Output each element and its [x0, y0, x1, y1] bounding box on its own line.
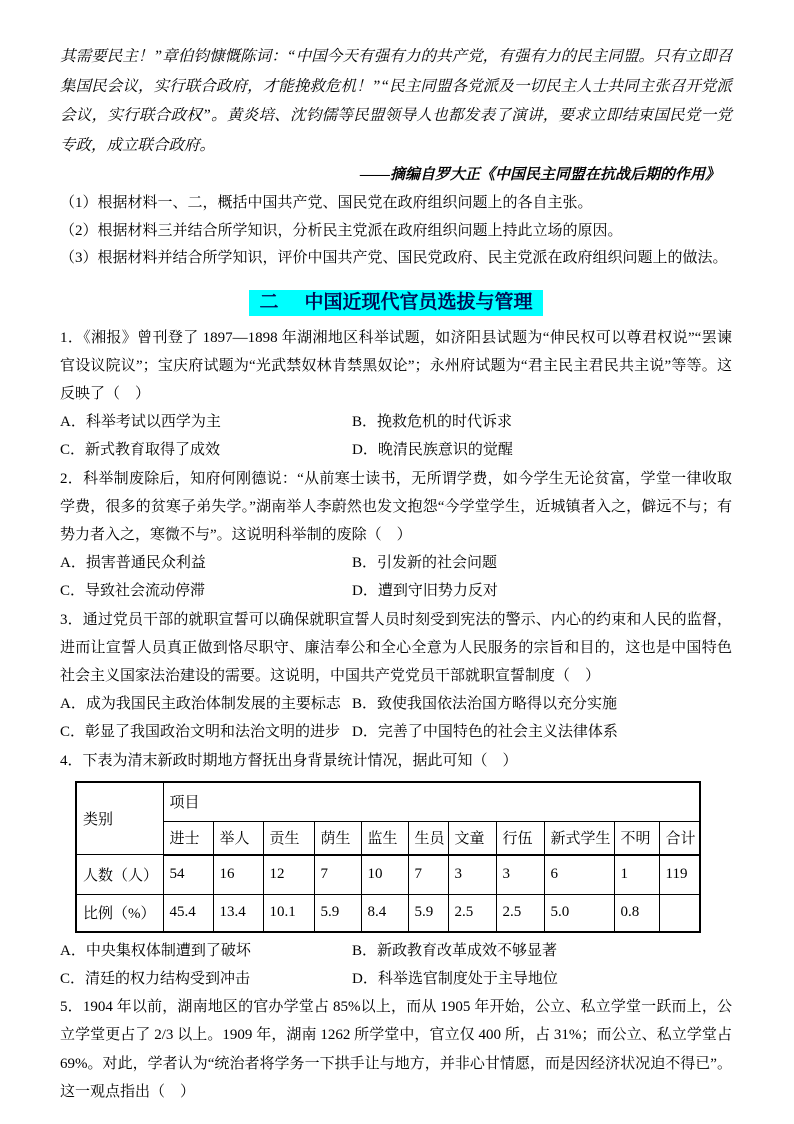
table-col-header: 举人	[213, 821, 263, 855]
table-cell: 2.5	[448, 894, 496, 932]
option-b: B．挽救危机的时代诉求	[352, 414, 513, 431]
table-cell: 54	[163, 855, 213, 895]
question-3-options-row-2	[60, 718, 732, 746]
question-number: 2．	[60, 470, 84, 487]
question-4	[60, 747, 732, 994]
table-cell: 10.1	[263, 894, 314, 932]
option-c: C．彰显了我国政治文明和法治文明的进步	[60, 724, 341, 741]
table-col-header: 生员	[408, 821, 448, 855]
material-section	[60, 42, 732, 190]
table-cell: 5.0	[544, 894, 614, 932]
question-text: 1904 年以前，湖南地区的官办学堂占 85%以上，而从 1905 年开始，公立、私立学堂一跃而上，公立学堂更占了 2/3 以上。1909 年，湖南 1262 所学堂中，官立仅 400 所，占 31%；而公立、私立学堂占 69%。对此，学者认为“统治者将学务一下拱手让与地方，并非心甘情愿，而是因经济状况迫不得已”。这一观点指出（ ）	[60, 999, 732, 1100]
table-cell: 10	[361, 855, 408, 895]
table-cell: 7	[314, 855, 361, 895]
table-col-header: 荫生	[314, 821, 361, 855]
table-cell: 3	[448, 855, 496, 895]
option-d: D．晚清民族意识的觉醒	[352, 442, 513, 459]
option-d: D．完善了中国特色的社会主义法律体系	[352, 724, 618, 741]
table-col-header: 贡生	[263, 821, 314, 855]
option-b: B．引发新的社会问题	[352, 555, 498, 572]
question-2	[60, 465, 732, 606]
table-cell: 5.9	[314, 894, 361, 932]
subquestion-2: （2）根据材料三并结合所学知识，分析民主党派在政府组织问题上持此立场的原因。	[60, 222, 623, 239]
table-col-header: 进士	[163, 821, 213, 855]
question-4-options-row-2	[60, 965, 732, 993]
material-source-citation: ——摘编自罗大正《中国民主同盟在抗战后期的作用》	[359, 167, 720, 183]
question-text: 通过党员干部的就职宣誓可以确保就职宣誓人员时刻受到宪法的警示、内心的约束和人民的监督，进而让宣誓人员真正做到恪尽职守、廉洁奉公和全心全意为人民服务的宗旨和目的，这也是中国特色社会主义国家法治建设的需要。这说明，中国共产党党员干部就职宣誓制度（ ）	[60, 611, 732, 684]
table-row-label: 比例（%）	[76, 894, 163, 932]
table-cell: 2.5	[496, 894, 544, 932]
table-row-label: 人数（人）	[76, 855, 163, 895]
question-number: 4．	[60, 752, 83, 769]
table-cell: 45.4	[163, 894, 213, 932]
question-3-options-row-1	[60, 690, 732, 718]
section-heading	[60, 289, 732, 316]
question-3-stem	[60, 606, 732, 691]
option-b: B．新政教育改革成效不够显著	[352, 942, 558, 959]
question-2-stem	[60, 465, 732, 550]
question-4-options-row-1	[60, 937, 732, 965]
table-col-header: 行伍	[496, 821, 544, 855]
question-1	[60, 324, 732, 465]
table-col-header: 合计	[659, 821, 700, 855]
question-2-options-row-1	[60, 549, 732, 577]
option-d: D．科举选官制度处于主导地位	[352, 970, 558, 987]
subquestions-section	[60, 190, 732, 273]
table-col-header: 不明	[614, 821, 659, 855]
table-cell: 0.8	[614, 894, 659, 932]
section-title: 中国近现代官员选拔与管理	[304, 291, 533, 313]
question-number: 1．	[60, 329, 84, 346]
question-number: 5．	[60, 999, 83, 1016]
option-d: D．遭到守旧势力反对	[352, 583, 498, 600]
table-cell: 12	[263, 855, 314, 895]
table-cell: 6	[544, 855, 614, 895]
question-5-stem	[60, 993, 732, 1106]
section-number: 二	[259, 291, 279, 313]
table-col-header: 文童	[448, 821, 496, 855]
material-paragraph: 其需要民主！”章伯钧慷慨陈词：“中国今天有强有力的共产党，有强有力的民主同盟。只有立即召集国民会议，实行联合政府，才能挽救危机！”“民主同盟各党派及一切民主人士共同主张召开党派会议，实行联合政权”。黄炎培、沈钧儒等民盟领导人也都发表了演讲，要求立即结束国民党一党专政，成立联合政府。	[60, 48, 732, 154]
question-2-options-row-2	[60, 577, 732, 605]
question-text: 科举制废除后，知府何刚德说：“从前寒士读书，无所谓学费，如今学生无论贫富，学堂一律收取学费，很多的贫寒子弟失学。”湖南举人李蔚然也发文抱怨“今学堂学生，近城镇者入之，僻远不与；有势力者入之，寒微不与”。这说明科举制的废除（ ）	[60, 470, 732, 543]
option-a: A．成为我国民主政治体制发展的主要标志	[60, 696, 341, 713]
table-col-header: 新式学生	[544, 821, 614, 855]
table-cell	[659, 894, 700, 932]
question-1-options-row-2	[60, 436, 732, 464]
governor-background-table	[75, 781, 701, 933]
table-cell: 16	[213, 855, 263, 895]
option-a: A．损害普通民众利益	[60, 555, 206, 572]
question-4-stem	[60, 747, 732, 775]
table-cell: 7	[408, 855, 448, 895]
option-c: C．新式教育取得了成效	[60, 442, 221, 459]
table-cell: 3	[496, 855, 544, 895]
table-col-header: 监生	[361, 821, 408, 855]
option-b: B．致使我国依法治国方略得以充分实施	[352, 696, 618, 713]
table-cell: 13.4	[213, 894, 263, 932]
option-a: A．科举考试以西学为主	[60, 414, 221, 431]
option-c: C．清廷的权力结构受到冲击	[60, 970, 251, 987]
question-text: 下表为清末新政时期地方督抚出身背景统计情况，据此可知（ ）	[82, 752, 518, 769]
question-number: 3．	[60, 611, 83, 628]
table-cell: 119	[659, 855, 700, 895]
option-a: A．中央集权体制遭到了破坏	[60, 942, 251, 959]
option-c: C．导致社会流动停滞	[60, 583, 206, 600]
table-cell: 1	[614, 855, 659, 895]
table-cell: 5.9	[408, 894, 448, 932]
question-text: 《湘报》曾刊登了 1897—1898 年湖湘地区科举试题，如济阳县试题为“伸民权可以尊君权说”“罢谏官设议院议”；宝庆府试题为“光武禁奴林肯禁黑奴论”；永州府试题为“君主民主君民共主说”等等。这反映了（ ）	[60, 329, 732, 402]
table-row-header: 类别	[76, 782, 163, 855]
question-5	[60, 993, 732, 1106]
subquestion-3: （3）根据材料并结合所学知识，评价中国共产党、国民党政府、民主党派在政府组织问题上的做法。	[60, 250, 728, 266]
table-cell: 8.4	[361, 894, 408, 932]
section-heading-highlight	[249, 290, 542, 316]
question-3	[60, 606, 732, 747]
subquestion-1: （1）根据材料一、二，概括中国共产党、国民党在政府组织问题上的各自主张。	[60, 195, 593, 211]
question-1-options-row-1	[60, 408, 732, 436]
table-group-header: 项目	[163, 782, 700, 822]
question-1-stem	[60, 324, 732, 409]
